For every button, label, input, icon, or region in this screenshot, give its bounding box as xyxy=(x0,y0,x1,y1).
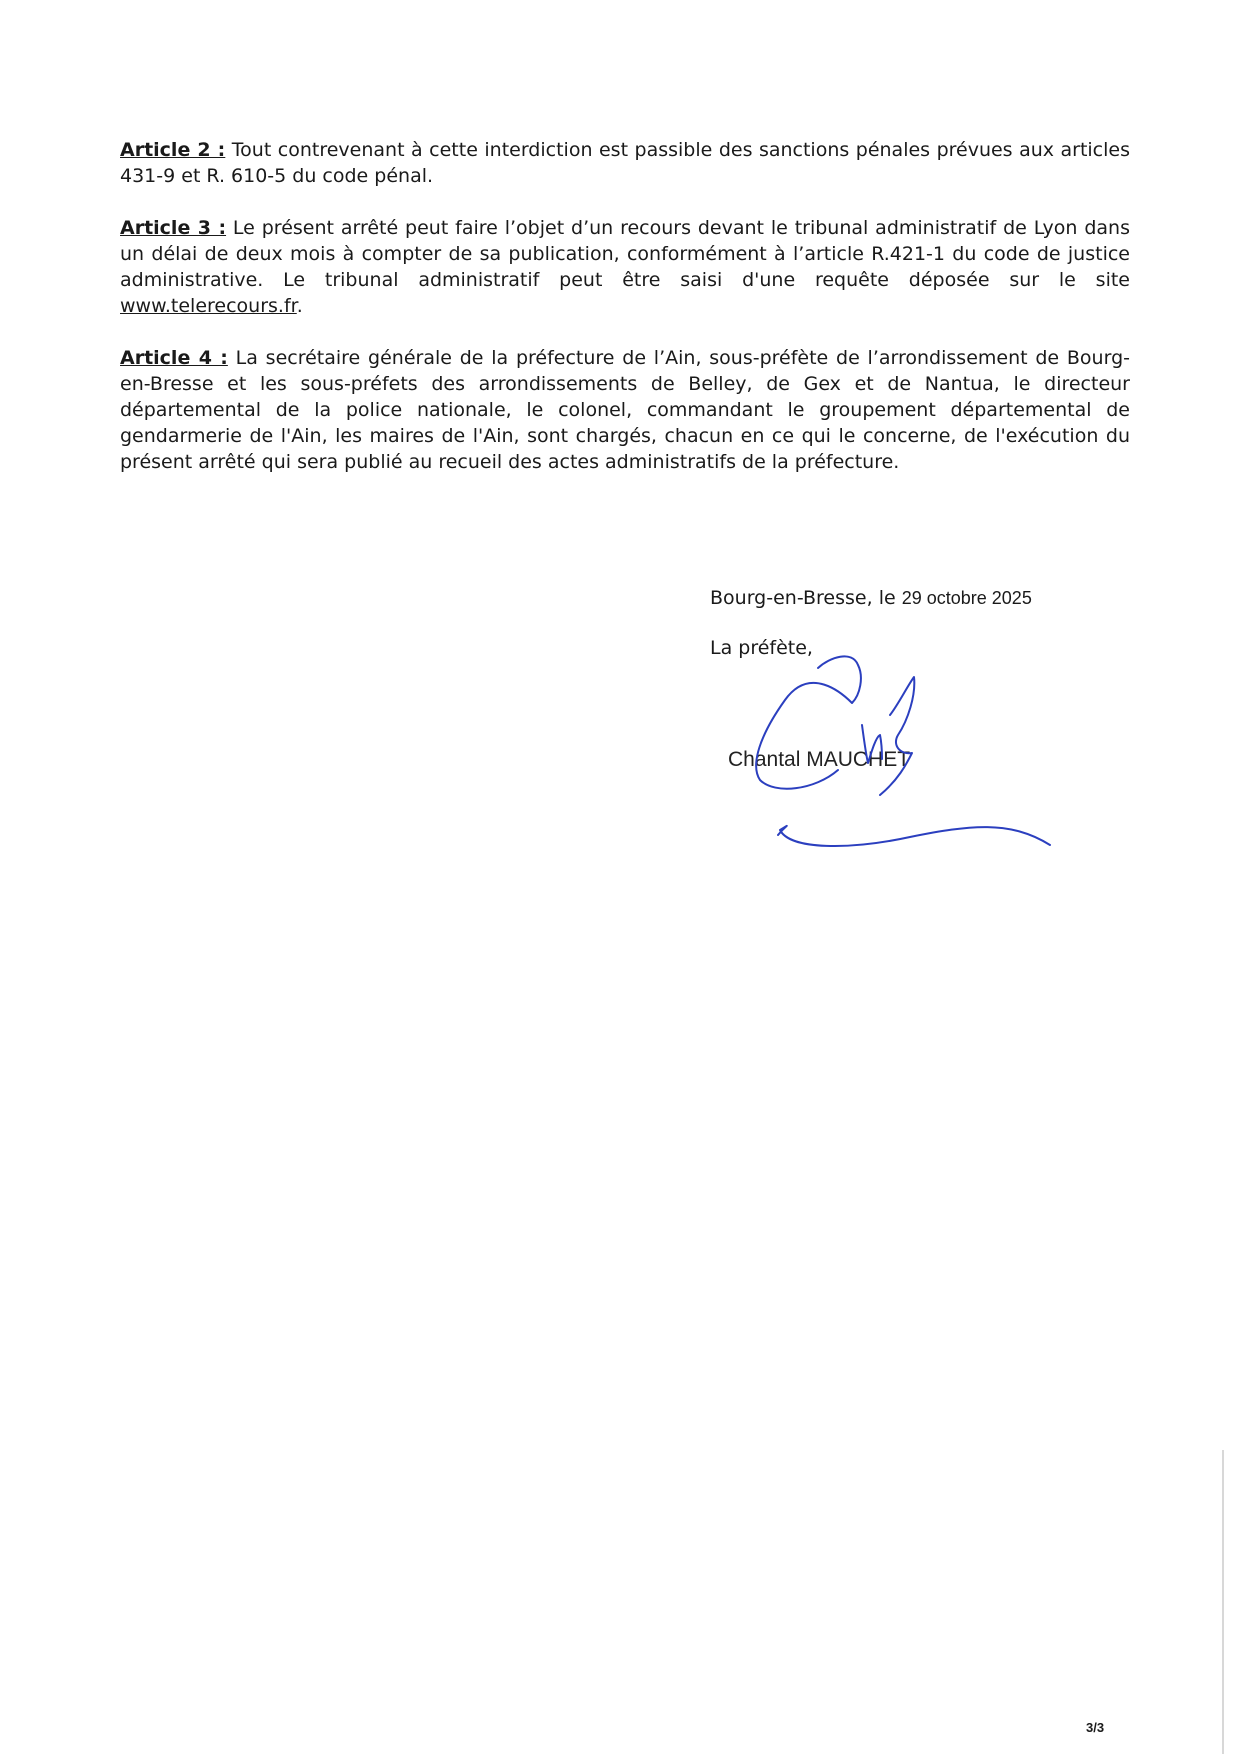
article-3-text: Le présent arrêté peut faire l’objet d’un recours devant le tribunal administratif de Lyon dans un délai de deux mois à compter de sa publication, conformément à l’article R.421-1 du code de justice administrative. Le tribunal administratif peut être saisi d'une requête déposée sur le site xyxy=(120,217,1130,291)
article-2 xyxy=(120,137,1130,189)
article-4-text: La secrétaire générale de la préfecture de l’Ain, sous-préfète de l’arrondissement de Bourg-en-Bresse et les sous-préfets des arrondissements de Belley, de Gex et de Nantua, le directeur départemental de la police nationale, le colonel, commandant le groupement départemental de gendarmerie de l'Ain, les maires de l'Ain, sont chargés, chacun en ce qui le concerne, de l'exécution du présent arrêté qui sera publié au recueil des actes administratifs de la préfecture. xyxy=(120,347,1130,473)
scan-edge-line xyxy=(1222,1450,1224,1754)
page-number: 3/3 xyxy=(1086,1720,1105,1735)
telerecours-link[interactable]: www.telerecours.fr xyxy=(120,295,297,317)
place: Bourg-en-Bresse, le xyxy=(710,587,896,609)
article-3-after: . xyxy=(296,295,303,317)
article-2-label: Article 2 : xyxy=(120,139,226,161)
signer-title: La préfète, xyxy=(710,637,813,659)
signer-name: Chantal MAUCHET xyxy=(728,748,911,771)
date: 29 octobre 2025 xyxy=(901,588,1032,608)
article-4 xyxy=(120,345,1130,475)
article-2-text: Tout contrevenant à cette interdiction est passible des sanctions pénales prévues aux articles 431-9 et R. 610-5 du code pénal. xyxy=(120,139,1130,187)
article-3 xyxy=(120,215,1130,319)
handwritten-signature xyxy=(730,645,1060,870)
article-3-label: Article 3 : xyxy=(120,217,227,239)
place-and-date xyxy=(710,587,1032,609)
article-4-label: Article 4 : xyxy=(120,347,228,369)
